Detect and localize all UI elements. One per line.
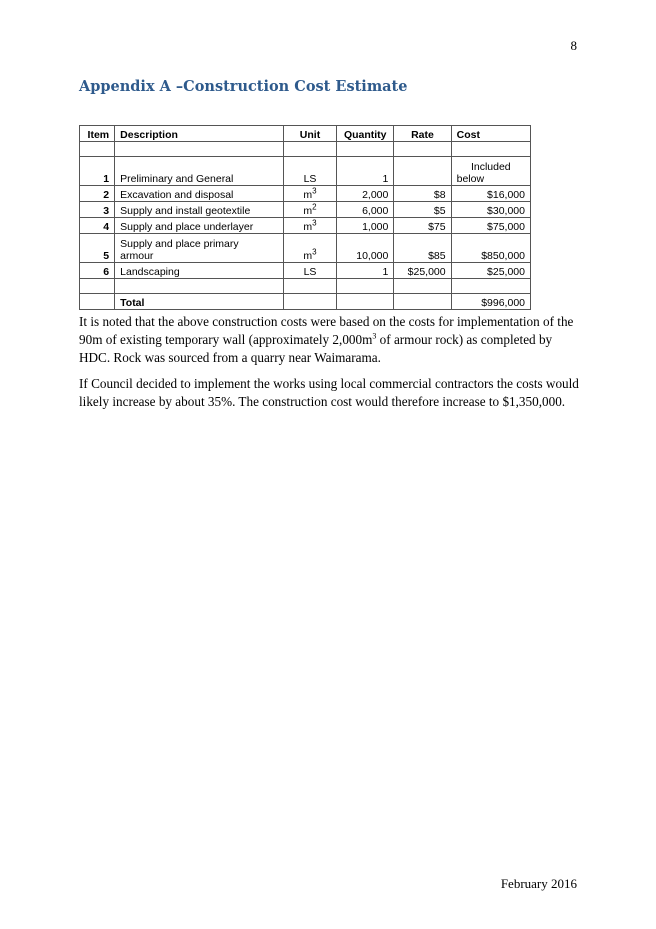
- table-row: [80, 234, 531, 263]
- header-item: Item: [80, 126, 115, 142]
- row-cost: $75,000: [451, 218, 530, 234]
- row-description: Preliminary and General: [115, 157, 284, 186]
- unit-symbol: m: [303, 250, 313, 262]
- row-unit: [283, 202, 336, 218]
- row-cost: $850,000: [451, 234, 530, 263]
- paragraph-contractor-increase: If Council decided to implement the works using local commercial contractors the costs would likely increase by about 35%. The construction cost would therefore increase to $1,350,000.: [79, 376, 579, 409]
- row-rate: $5: [394, 202, 451, 218]
- table-row-blank: [80, 142, 531, 157]
- table-row: [80, 186, 531, 202]
- unit-symbol: m: [303, 205, 313, 217]
- table-row: [80, 157, 531, 186]
- table-total-row: [80, 294, 531, 310]
- row-cost: [451, 157, 530, 186]
- table-row: [80, 218, 531, 234]
- row-item: 6: [80, 263, 115, 279]
- row-description-line2: armour: [120, 250, 154, 262]
- unit-superscript: 3: [312, 218, 317, 228]
- row-item: 1: [80, 157, 115, 186]
- row-description-line1: Supply and place primary: [120, 238, 239, 250]
- row-cost: $16,000: [451, 186, 530, 202]
- footer-date: February 2016: [500, 876, 577, 891]
- row-description: Supply and place underlayer: [115, 218, 284, 234]
- unit-superscript: 3: [312, 186, 317, 196]
- total-value: $996,000: [451, 294, 530, 310]
- paragraph-cost-basis-text: It is noted that the above construction costs were based on the costs for implementation of the 90m of existing temporary wall (approximately 2,000m: [79, 314, 574, 347]
- superscript-cubed: 3: [372, 331, 377, 341]
- row-unit: LS: [283, 263, 336, 279]
- page-number: 8: [570, 38, 577, 53]
- paragraph-cost-basis-text-cont: of armour rock) as completed by HDC. Rock was sourced from a quarry near Waimarama.: [79, 332, 553, 365]
- row-cost: $25,000: [451, 263, 530, 279]
- row-unit: [283, 218, 336, 234]
- row-quantity: 1: [337, 157, 394, 186]
- row-rate: $75: [394, 218, 451, 234]
- row-quantity: 1,000: [337, 218, 394, 234]
- row-quantity: 6,000: [337, 202, 394, 218]
- row-rate: [394, 157, 451, 186]
- table-row: [80, 202, 531, 218]
- row-rate: $8: [394, 186, 451, 202]
- row-item: 2: [80, 186, 115, 202]
- row-quantity: 2,000: [337, 186, 394, 202]
- header-description: Description: [115, 126, 284, 142]
- row-description: Landscaping: [115, 263, 284, 279]
- unit-superscript: 2: [312, 202, 317, 212]
- row-quantity: 1: [337, 263, 394, 279]
- row-cost-line1: Included: [470, 161, 511, 173]
- row-unit: LS: [283, 157, 336, 186]
- row-rate: $85: [394, 234, 451, 263]
- header-rate: Rate: [394, 126, 451, 142]
- cost-estimate-table: [79, 125, 531, 310]
- row-item: 5: [80, 234, 115, 263]
- row-description: Excavation and disposal: [115, 186, 284, 202]
- table-row: [80, 263, 531, 279]
- header-unit: Unit: [283, 126, 336, 142]
- row-unit: [283, 234, 336, 263]
- table-row-blank: [80, 279, 531, 294]
- row-unit: [283, 186, 336, 202]
- row-quantity: 10,000: [337, 234, 394, 263]
- paragraph-cost-basis: [79, 313, 579, 367]
- unit-symbol: m: [303, 221, 313, 233]
- row-description: Supply and install geotextile: [115, 202, 284, 218]
- header-quantity: Quantity: [337, 126, 394, 142]
- unit-superscript: 3: [312, 247, 317, 257]
- header-cost: Cost: [451, 126, 530, 142]
- row-cost-line2: below: [456, 173, 485, 185]
- row-item: 4: [80, 218, 115, 234]
- row-rate: $25,000: [394, 263, 451, 279]
- row-item: 3: [80, 202, 115, 218]
- row-description: [115, 234, 284, 263]
- total-label: Total: [115, 294, 284, 310]
- row-cost: $30,000: [451, 202, 530, 218]
- table-header-row: [80, 126, 531, 142]
- appendix-heading: Appendix A –Construction Cost Estimate: [79, 78, 408, 95]
- unit-symbol: m: [303, 189, 313, 201]
